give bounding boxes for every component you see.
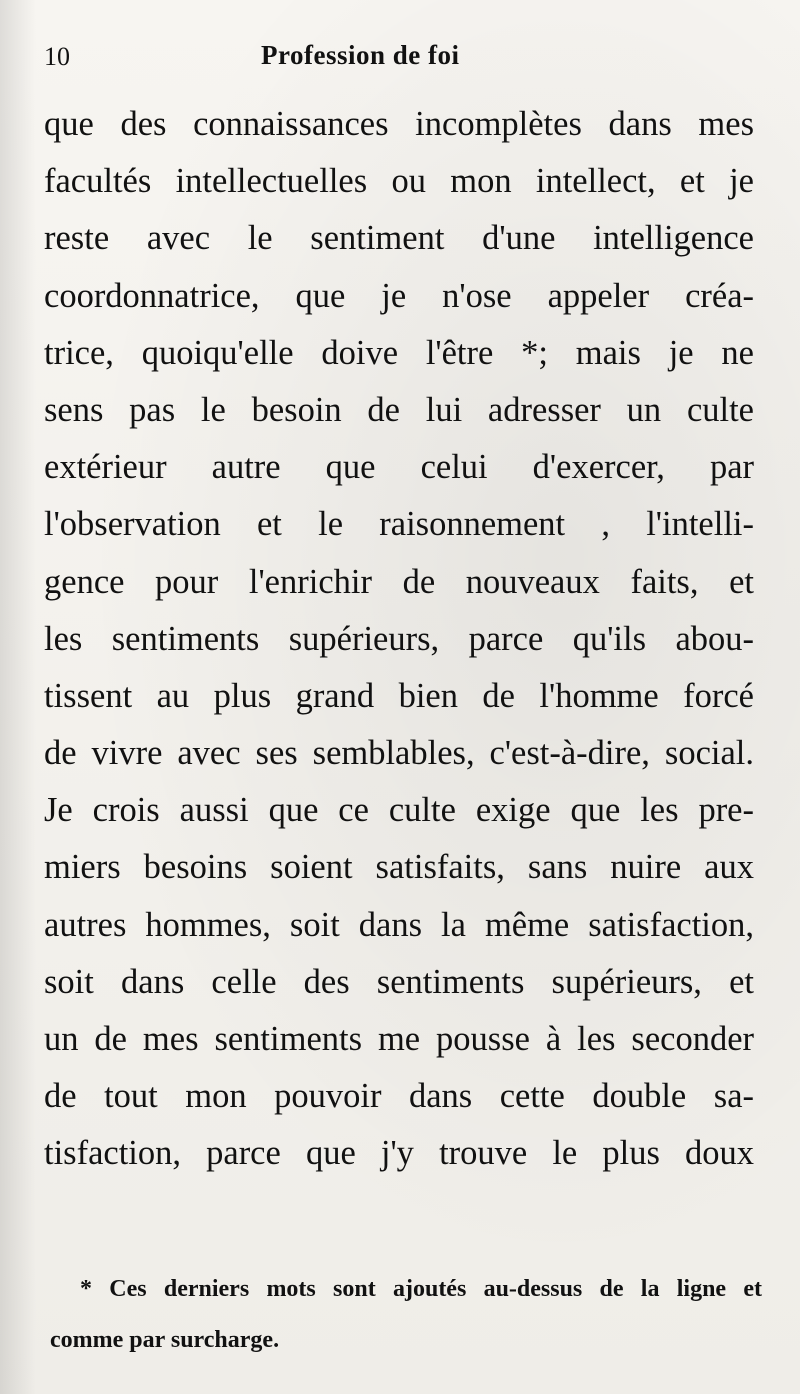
text-line: gence pour l'enrichir de nouveaux faits, et [44,562,754,601]
footnote-line: * Ces derniers mots sont ajoutés au-dessus de la ligne et [80,1276,762,1302]
text-line: coordonnatrice, que je n'ose appeler créa- [44,276,754,315]
text-line: un de mes sentiments me pousse à les seconder [44,1020,754,1058]
text-line: sens pas le besoin de lui adresser un culte [44,390,754,429]
text-line: de tout mon pouvoir dans cette double sa- [44,1077,754,1116]
text-line: que des connaissances incomplètes dans mes [44,105,754,143]
text-line: reste avec le sentiment d'une intelligence [44,219,754,258]
text-line: facultés intellectuelles ou mon intellect, et je [44,162,754,201]
text-line: Je crois aussi que ce culte exige que les pre- [44,791,754,830]
text-line: autres hommes, soit dans la même satisfaction, [44,905,754,944]
body-text [44,96,754,1183]
page-header [44,40,752,80]
text-line: extérieur autre que celui d'exercer, par [44,448,754,487]
text-line: miers besoins soient satisfaits, sans nuire aux [44,848,754,887]
text-line: les sentiments supérieurs, parce qu'ils abou- [44,619,754,658]
text-line: trice, quoiqu'elle doive l'être *; mais je ne [44,333,754,372]
page-gutter-shadow [0,0,36,1394]
page-number: 10 [44,42,70,71]
footnote [50,1264,762,1366]
running-title: Profession de foi [261,40,460,70]
footnote-line: comme par surcharge. [50,1327,280,1353]
text-line: tissent au plus grand bien de l'homme forcé [44,676,754,715]
text-line: de vivre avec ses semblables, c'est-à-dire, social. [44,734,754,773]
text-line: tisfaction, parce que j'y trouve le plus doux [44,1134,754,1173]
text-line: soit dans celle des sentiments supérieurs, et [44,962,754,1001]
text-line: l'observation et le raisonnement , l'intelli- [44,505,754,544]
